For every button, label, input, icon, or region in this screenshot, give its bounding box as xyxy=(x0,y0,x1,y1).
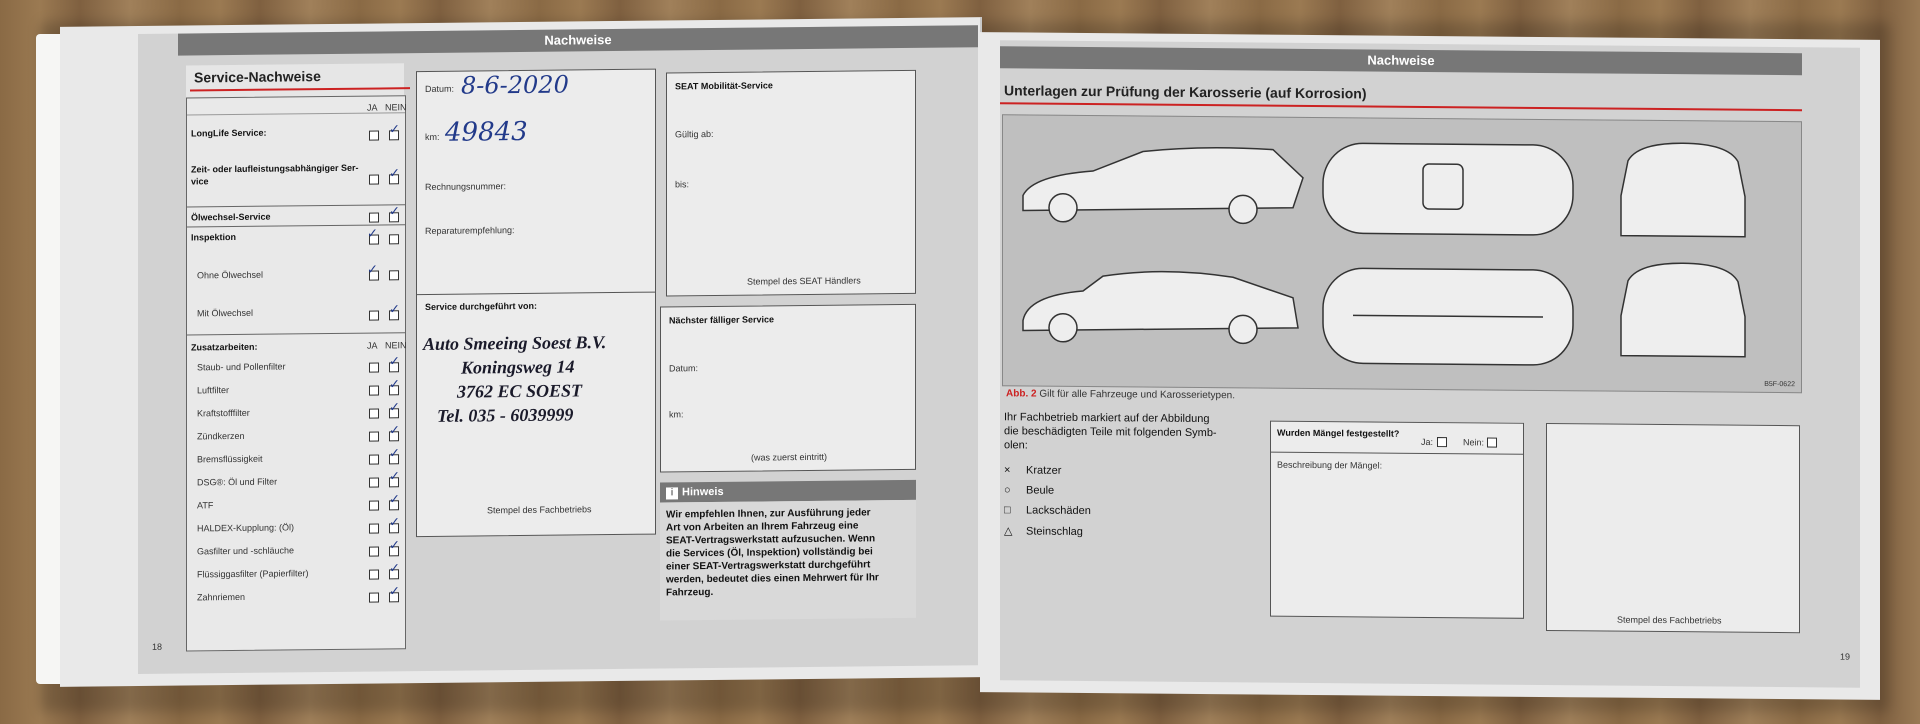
car-rear-view xyxy=(1621,263,1745,357)
next-km-label: km: xyxy=(669,409,684,420)
hint-title: Hinweis xyxy=(682,485,724,499)
hint-body-panel xyxy=(660,500,916,621)
car-diagram xyxy=(1002,114,1802,393)
item-oelwechsel: Ölwechsel-Service xyxy=(191,211,271,223)
divider xyxy=(187,332,405,335)
stamp-caption: Stempel des Fachbetriebs xyxy=(487,504,592,516)
hint-text xyxy=(666,506,879,599)
hint-header xyxy=(660,480,916,503)
defects-nein-checkbox[interactable] xyxy=(1487,437,1497,447)
km-label: km: xyxy=(425,131,440,143)
extra-check-mark: ✓ xyxy=(389,561,400,577)
roof-window xyxy=(1423,164,1463,209)
triangle-icon: △ xyxy=(1004,525,1013,538)
left-page xyxy=(60,17,982,687)
stamp-line-1: Auto Smeeing Soest B.V. xyxy=(423,332,607,355)
hint-line: SEAT-Vertragswerkstatt aufzusuchen. Wenn xyxy=(666,533,876,547)
extra-label: Kraftstofffilter xyxy=(197,407,250,419)
fig-code: B5F-0622 xyxy=(1764,380,1795,389)
page-number-left: 18 xyxy=(152,641,163,652)
item-zeit-2: vice xyxy=(191,176,209,187)
dealer-stamp: Stempel des SEAT Händlers xyxy=(747,275,861,287)
item-longlife: LongLife Service: xyxy=(191,127,267,139)
hint-line: Art von Arbeiten an Ihrem Fahrzeug eine xyxy=(666,520,859,534)
extras-col-nein: NEIN xyxy=(385,340,407,351)
extra-ja-checkbox[interactable] xyxy=(369,431,379,441)
datum-value[interactable]: 8-6-2020 xyxy=(461,70,569,100)
car-front-view xyxy=(1621,143,1745,237)
fig-caption-text: Gilt für alle Fahrzeuge und Karosserietypen. xyxy=(1039,388,1236,402)
defects-ja-checkbox[interactable] xyxy=(1437,437,1447,447)
service-data-panel xyxy=(416,69,656,538)
left-sheet xyxy=(138,25,978,674)
legend-kratzer xyxy=(1004,464,1061,477)
longlife-ja-checkbox[interactable] xyxy=(369,130,379,140)
hint-line: Wir empfehlen Ihnen, zur Ausführung jeder xyxy=(666,507,871,521)
extra-label: Flüssiggasfilter (Papierfilter) xyxy=(197,568,309,580)
defects-label: Wurden Mängel festgestellt? xyxy=(1277,427,1400,439)
extra-check-mark: ✓ xyxy=(389,492,400,508)
mit-check-mark: ✓ xyxy=(389,302,400,318)
divider xyxy=(187,112,405,115)
title-underline xyxy=(1000,102,1802,111)
car-outlines-svg xyxy=(1003,115,1801,392)
hint-line: die Services (Öl, Inspektion) vollständig bei xyxy=(666,546,873,560)
stamp-line-3: 3762 EC SOEST xyxy=(457,380,583,402)
legend-label: Lackschäden xyxy=(1026,504,1091,518)
reparatur-label: Reparaturempfehlung: xyxy=(425,225,515,237)
mobility-panel xyxy=(666,70,916,297)
nein-label: Nein: xyxy=(1463,437,1485,448)
extra-ja-checkbox[interactable] xyxy=(369,592,379,602)
fig-label: Abb. 2 xyxy=(1006,388,1037,400)
stamp-line-2: Koningsweg 14 xyxy=(461,356,575,378)
mit-ja-checkbox[interactable] xyxy=(369,310,379,320)
extras-col-ja: JA xyxy=(367,340,378,351)
fig-caption xyxy=(1006,388,1235,401)
oel-ja-checkbox[interactable] xyxy=(369,212,379,222)
divider xyxy=(187,204,405,207)
extra-ja-checkbox[interactable] xyxy=(369,546,379,556)
extras-title: Zusatzarbeiten: xyxy=(191,341,258,353)
item-zeit: Zeit- oder laufleistungsabhängiger Ser- xyxy=(191,162,359,175)
legend-lack xyxy=(1004,504,1091,517)
corrosion-title: Unterlagen zur Prüfung der Karosserie (auf Korrosion) xyxy=(1004,82,1367,102)
extra-check-mark: ✓ xyxy=(389,538,400,554)
gueltig-label: Gültig ab: xyxy=(675,128,714,140)
extra-label: Zahnriemen xyxy=(197,591,246,603)
left-header: Nachweise xyxy=(178,25,978,55)
oel-check-mark: ✓ xyxy=(389,204,400,220)
extra-label: ATF xyxy=(197,500,214,511)
right-sheet xyxy=(1000,40,1860,688)
service-by-label: Service durchgeführt von: xyxy=(425,300,538,313)
right-header: Nachweise xyxy=(1000,46,1802,75)
mobility-title: SEAT Mobilität-Service xyxy=(675,80,773,92)
defects-panel xyxy=(1270,421,1524,619)
intro-text xyxy=(1004,410,1217,454)
right-stamp-panel xyxy=(1546,423,1800,633)
legend-beule xyxy=(1004,484,1054,496)
extra-ja-checkbox[interactable] xyxy=(369,523,379,533)
legend-label: Beule xyxy=(1026,484,1055,497)
wheel xyxy=(1049,194,1077,222)
desc-label: Beschreibung der Mängel: xyxy=(1277,459,1383,471)
next-service-title: Nächster fälliger Service xyxy=(669,314,775,326)
right-page xyxy=(980,32,1880,700)
zeit-ja-checkbox[interactable] xyxy=(369,174,379,184)
hint-line: einer SEAT-Vertragswerkstatt durchgeführt xyxy=(666,559,871,573)
item-mit-oel: Mit Ölwechsel xyxy=(197,307,254,319)
next-datum-label: Datum: xyxy=(669,363,699,374)
title-underline xyxy=(190,87,410,91)
col-nein: NEIN xyxy=(385,102,407,113)
next-note: (was zuerst eintritt) xyxy=(751,451,828,463)
extra-check-mark: ✓ xyxy=(389,446,400,462)
datum-label: Datum: xyxy=(425,83,455,95)
legend-label: Kratzer xyxy=(1026,464,1062,477)
intro-line: olen: xyxy=(1004,439,1028,452)
extra-ja-checkbox[interactable] xyxy=(369,454,379,464)
insp-check-mark: ✓ xyxy=(367,226,378,242)
hint-line: Fahrzeug. xyxy=(666,586,714,599)
rechnung-label: Rechnungsnummer: xyxy=(425,181,507,193)
service-section-title: Service-Nachweise xyxy=(194,68,321,86)
wheel xyxy=(1049,314,1077,342)
legend-label: Steinschlag xyxy=(1026,525,1083,538)
zeit-check-mark: ✓ xyxy=(389,166,400,182)
extra-label: Bremsflüssigkeit xyxy=(197,453,263,465)
next-service-panel xyxy=(660,304,916,473)
cross-icon: × xyxy=(1004,464,1011,477)
extra-ja-checkbox[interactable] xyxy=(369,500,379,510)
extra-check-mark: ✓ xyxy=(389,469,400,485)
checklist-box xyxy=(186,95,406,651)
extra-check-mark: ✓ xyxy=(389,515,400,531)
ohne-nein-checkbox[interactable] xyxy=(389,270,399,280)
extra-label: Zündkerzen xyxy=(197,430,245,442)
extra-check-mark: ✓ xyxy=(389,377,400,393)
service-checklist-panel xyxy=(152,63,407,652)
divider xyxy=(1271,452,1523,455)
intro-line: die beschädigten Teile mit folgenden Symb- xyxy=(1004,425,1217,440)
ohne-check-mark: ✓ xyxy=(367,262,378,278)
item-ohne-oel: Ohne Ölwechsel xyxy=(197,269,264,281)
extra-check-mark: ✓ xyxy=(389,584,400,600)
extra-label: HALDEX-Kupplung: (Öl) xyxy=(197,522,295,534)
km-value[interactable]: 49843 xyxy=(445,116,528,148)
extra-label: Staub- und Pollenfilter xyxy=(197,361,286,373)
extra-ja-checkbox[interactable] xyxy=(369,385,379,395)
ja-label: Ja: xyxy=(1421,436,1434,448)
longlife-check-mark: ✓ xyxy=(389,122,400,138)
extra-label: Luftfilter xyxy=(197,385,230,396)
extra-label: Gasfilter und -schläuche xyxy=(197,545,295,557)
extra-ja-checkbox[interactable] xyxy=(369,408,379,418)
extra-ja-checkbox[interactable] xyxy=(369,477,379,487)
extra-label: DSG®: Öl und Filter xyxy=(197,476,278,488)
extra-check-mark: ✓ xyxy=(389,400,400,416)
circle-icon: ○ xyxy=(1004,484,1011,497)
hint-line: werden, bedeutet dies einen Mehrwert für Ihr xyxy=(666,572,879,586)
page-number-right: 19 xyxy=(1840,651,1851,662)
legend-stein xyxy=(1004,524,1083,538)
col-ja: JA xyxy=(367,102,378,113)
extra-ja-checkbox[interactable] xyxy=(369,569,379,579)
extra-ja-checkbox[interactable] xyxy=(369,362,379,372)
bis-label: bis: xyxy=(675,179,690,190)
wheel xyxy=(1229,195,1257,223)
extra-check-mark: ✓ xyxy=(389,423,400,439)
stamp-line-4: Tel. 035 - 6039999 xyxy=(437,404,574,426)
extra-check-mark: ✓ xyxy=(389,354,400,370)
item-inspektion: Inspektion xyxy=(191,231,237,243)
divider xyxy=(417,292,655,295)
info-icon: i xyxy=(666,487,678,499)
wheel xyxy=(1229,315,1257,343)
insp-nein-checkbox[interactable] xyxy=(389,234,399,244)
intro-line: Ihr Fachbetrieb markiert auf der Abbildung xyxy=(1004,411,1210,426)
square-icon: □ xyxy=(1004,504,1011,517)
right-stamp-caption: Stempel des Fachbetriebs xyxy=(1617,614,1722,626)
